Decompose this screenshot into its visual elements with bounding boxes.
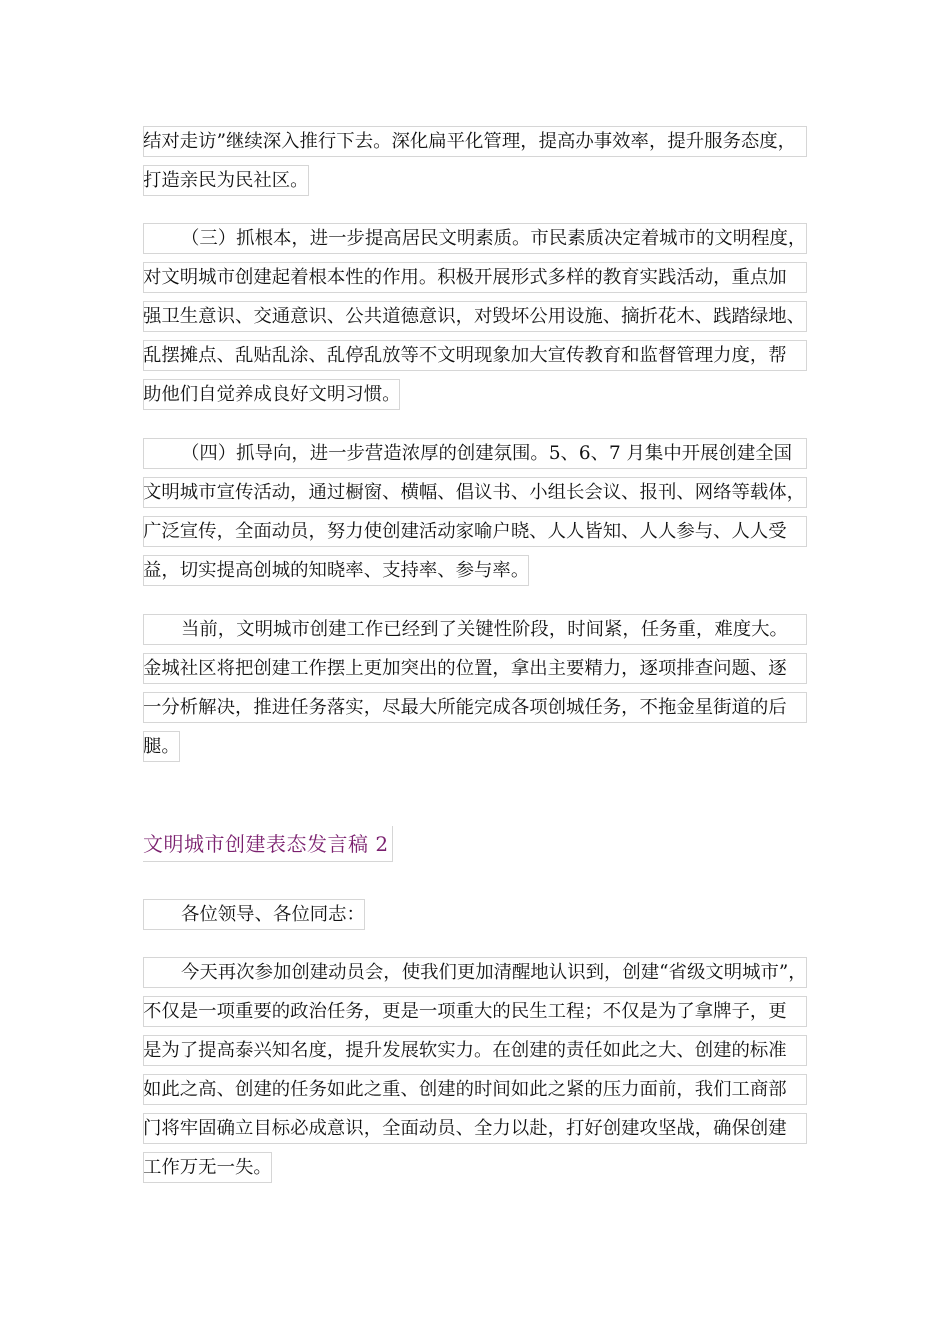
text-line: 对文明城市创建起着根本性的作用。积极开展形式多样的教育实践活动，重点加 [143,258,807,297]
text-line: 不仅是一项重要的政治任务，更是一项重大的民生工程；不仅是为了拿牌子，更 [143,992,807,1031]
paragraph-four [143,434,807,590]
text-line: 当前，文明城市创建工作已经到了关键性阶段，时间紧，任务重，难度大。 [143,610,807,649]
paragraph-current [143,610,807,766]
text-line: 强卫生意识、交通意识、公共道德意识，对毁坏公用设施、摘折花木、践踏绿地、 [143,297,807,336]
text-line: 助他们自觉养成良好文明习惯。 [143,375,400,414]
text-line: 门将牢固确立目标必成意识，全面动员、全力以赴，打好创建攻坚战，确保创建 [143,1109,807,1148]
paragraph-three [143,219,807,414]
text-line: 金城社区将把创建工作摆上更加突出的位置，拿出主要精力，逐项排查问题、逐 [143,649,807,688]
text-line: 如此之高、创建的任务如此之重、创建的时间如此之紧的压力面前，我们工商部 [143,1070,807,1109]
text-line: （四）抓导向，进一步营造浓厚的创建氛围。5、6、7 月集中开展创建全国 [143,434,807,473]
text-line: 今天再次参加创建动员会，使我们更加清醒地认识到，创建“省级文明城市”， [143,953,807,992]
text-line: 腿。 [143,727,180,766]
text-line: 是为了提高泰兴知名度，提升发展软实力。在创建的责任如此之大、创建的标准 [143,1031,807,1070]
paragraph-continuation [143,122,807,200]
text-line: （三）抓根本，进一步提高居民文明素质。市民素质决定着城市的文明程度， [143,219,807,258]
text-line: 结对走访”继续深入推行下去。深化扁平化管理，提高办事效率，提升服务态度， [143,122,807,161]
text-line: 工作万无一失。 [143,1148,272,1187]
text-line: 一分析解决，推进任务落实，尽最大所能完成各项创城任务，不拖金星街道的后 [143,688,807,727]
salutation [143,895,365,934]
text-line: 益，切实提高创城的知晓率、支持率、参与率。 [143,551,529,590]
speech-paragraph [143,953,807,1187]
text-line: 打造亲民为民社区。 [143,161,309,200]
section-heading: 文明城市创建表态发言稿 2 [143,826,393,862]
text-line: 文明城市宣传活动，通过橱窗、横幅、倡议书、小组长会议、报刊、网络等载体， [143,473,807,512]
text-line: 广泛宣传，全面动员，努力使创建活动家喻户晓、人人皆知、人人参与、人人受 [143,512,807,551]
text-line: 乱摆摊点、乱贴乱涂、乱停乱放等不文明现象加大宣传教育和监督管理力度，帮 [143,336,807,375]
text-line: 各位领导、各位同志： [143,895,365,934]
